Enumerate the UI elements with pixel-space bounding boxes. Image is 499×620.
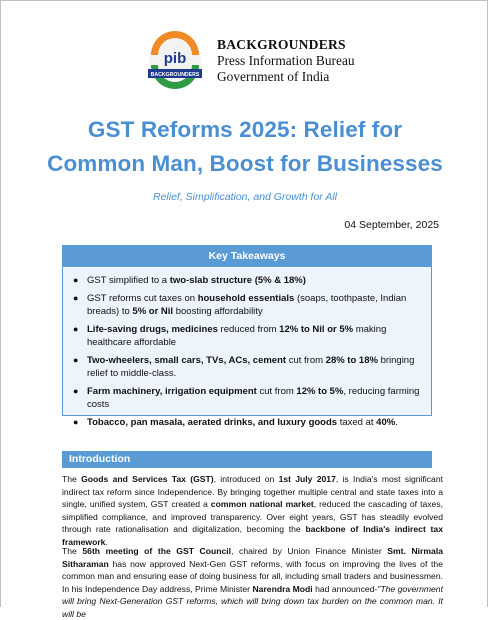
bullet-icon: ●	[73, 417, 79, 427]
pib-logo	[146, 33, 204, 87]
bullet-icon: ●	[73, 275, 79, 285]
org-line-pib: Press Information Bureau	[217, 53, 355, 68]
logo-text: pib	[163, 50, 187, 67]
page-subtitle: Relief, Simplification, and Growth for All	[152, 191, 338, 203]
logo-banner-text: BACKGROUNDERS	[150, 72, 200, 78]
page-header	[146, 33, 386, 89]
intro-paragraph-2: The 56th meeting of the GST Council, chaired by Union Finance Minister Smt. Nirmala Sitharaman has now approved Next-Gen GST reforms, with focus on improving the lives of the common man and ensuring ease of doing business for all, including small traders and businessmen. In his Independence Day address, Prime Minister Narendra Modi had announced-"The government will bring Next-Generation GST reforms, which will bring down tax burden on the common man. It will be	[62, 546, 443, 619]
list-item: ● Farm machinery, irrigation equipment cut from 12% to 5%, reducing farming costs	[73, 386, 420, 410]
list-item: ● GST simplified to a two-slab structure (5% & 18%)	[73, 275, 306, 286]
list-item: ● GST reforms cut taxes on household essentials (soaps, toothpaste, Indian breads) to 5% or Nil boosting affordability	[73, 293, 407, 317]
bullet-icon: ●	[73, 324, 79, 334]
bullet-icon: ●	[73, 386, 79, 396]
title-line-2: Common Man, Boost for Businesses	[47, 151, 443, 176]
list-item: ● Tobacco, pan masala, aerated drinks, and luxury goods taxed at 40%.	[73, 417, 398, 428]
org-line-goi: Government of India	[217, 69, 330, 84]
list-item: ● Two-wheelers, small cars, TVs, ACs, cement cut from 28% to 18% bringing relief to middle-class.	[73, 355, 415, 379]
bullet-icon: ●	[73, 355, 79, 365]
organization-name	[217, 37, 355, 85]
page-title	[20, 113, 470, 181]
key-takeaways-list	[63, 267, 431, 429]
publish-date: 04 September, 2025	[344, 219, 439, 231]
bullet-icon: ●	[73, 293, 79, 303]
key-takeaways-box	[62, 245, 432, 428]
intro-paragraph-1: The Goods and Services Tax (GST), introduced on 1st July 2017, is India's most significant indirect tax reform since Independence. By bringing together multiple central and state taxes into a single, unified system, GST created a common national market, reduced the cascading of taxes, simplified compliance, and improved transparency. Over eight years, GST has steadily evolved through rate rationalisation and digitalization, becoming the backbone of India's indirect tax framework.	[62, 474, 443, 547]
introduction-heading: Introduction	[62, 451, 432, 468]
title-line-1: GST Reforms 2025: Relief for	[87, 117, 403, 142]
list-item: ● Life-saving drugs, medicines reduced from 12% to Nil or 5% making healthcare affordable	[73, 324, 387, 348]
key-takeaways-heading: Key Takeaways	[63, 246, 431, 267]
org-line-backgrounders: BACKGROUNDERS	[217, 37, 346, 52]
